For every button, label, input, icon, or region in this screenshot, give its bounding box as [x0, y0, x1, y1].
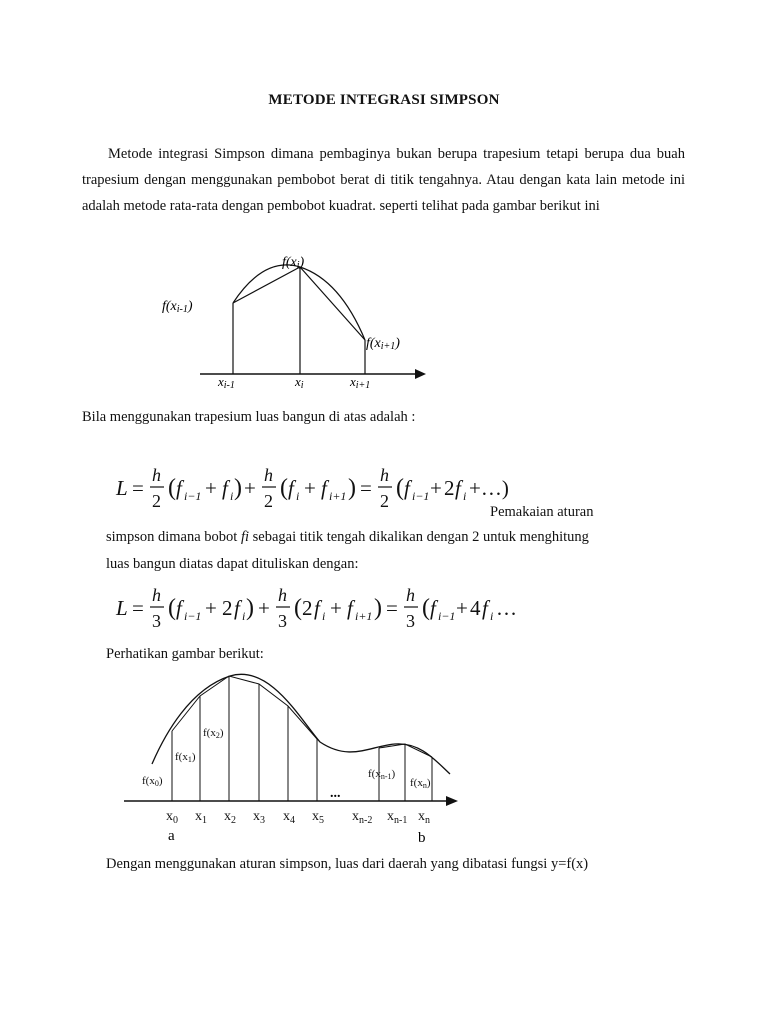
- svg-text:f: f: [404, 476, 410, 500]
- svg-text:f: f: [234, 596, 240, 620]
- svg-text:i−1: i−1: [184, 609, 202, 623]
- svg-text:2: 2: [444, 476, 455, 500]
- svg-text:f: f: [321, 476, 327, 500]
- svg-text:i−1: i−1: [412, 489, 430, 503]
- label-f-xim1: f(xi-1): [162, 299, 193, 315]
- svg-text:): ): [246, 595, 254, 621]
- svg-text:=: =: [360, 476, 372, 500]
- svg-text:4: 4: [470, 596, 481, 620]
- svg-text:+: +: [258, 596, 270, 620]
- formula-trapezoid: [112, 462, 509, 514]
- svg-text:(: (: [168, 595, 176, 621]
- svg-text:i: i: [490, 609, 494, 623]
- svg-text:): ): [348, 475, 356, 501]
- svg-text:2: 2: [380, 491, 389, 511]
- svg-text:+: +: [244, 476, 256, 500]
- svg-text:L: L: [116, 476, 128, 500]
- label-x-i: xi: [295, 374, 304, 391]
- svg-text:+: +: [205, 476, 217, 500]
- trapezoid-intro: Bila menggunakan trapesium luas bangun di atas adalah :: [82, 409, 416, 425]
- svg-text:f: f: [176, 596, 182, 620]
- svg-text:x2: $x_2$: [224, 809, 236, 826]
- svg-text:=: =: [386, 596, 398, 620]
- perhatikan-text: Perhatikan gambar berikut:: [106, 646, 264, 662]
- intro-paragraph: [82, 141, 685, 219]
- svg-text:i+1: i+1: [329, 489, 347, 503]
- svg-text:L: L: [116, 596, 128, 620]
- label-f-xi: f(xi): [282, 255, 305, 271]
- svg-text:+: +: [205, 596, 217, 620]
- svg-text:2: 2: [222, 596, 233, 620]
- svg-text:x1: $x_1$: [195, 809, 207, 826]
- svg-text:f: f: [482, 596, 488, 620]
- svg-text:xn: $x_n$: [418, 809, 430, 826]
- svg-text:(: (: [422, 595, 430, 621]
- svg-text:f: f: [314, 596, 320, 620]
- svg-text:+: +: [430, 476, 442, 500]
- label-f-xn: f(xn): [410, 777, 431, 790]
- x-axis-arrow-icon: [446, 796, 458, 806]
- curve: [233, 265, 365, 340]
- svg-text:x5: $x_5$: [312, 809, 324, 826]
- svg-text:2: 2: [152, 491, 161, 511]
- svg-text:2: 2: [302, 596, 313, 620]
- simpson-weight-line: [106, 529, 589, 546]
- svg-text:+: +: [456, 596, 468, 620]
- formula-simpson: [112, 582, 517, 634]
- svg-text:+…): +…): [469, 476, 509, 500]
- figure-simpson-panel: [160, 250, 435, 390]
- label-x-im1: xi-1: [218, 374, 235, 391]
- svg-text:f: f: [347, 596, 353, 620]
- svg-text:): ): [374, 595, 382, 621]
- svg-text:i+1: i+1: [355, 609, 373, 623]
- svg-text:3: 3: [152, 611, 161, 631]
- simpson-line-2: luas bangun diatas dapat dituliskan dengan:: [106, 556, 359, 572]
- svg-text:f: f: [222, 476, 228, 500]
- label-b: b: [418, 830, 426, 846]
- page-title: METODE INTEGRASI SIMPSON: [268, 92, 500, 108]
- svg-text:h: h: [406, 585, 415, 605]
- svg-text:f: f: [288, 476, 294, 500]
- svg-text:=: =: [132, 476, 144, 500]
- label-f-x1: f(x1): [175, 751, 196, 764]
- svg-text:i: i: [322, 609, 326, 623]
- closing-text: Dengan menggunakan aturan simpson, luas dari daerah yang dibatasi fungsi y=f(x): [106, 856, 589, 872]
- svg-text:+: +: [304, 476, 316, 500]
- svg-text:xn-1: $x_{n-1}$: [387, 809, 408, 826]
- x-axis-arrow-icon: [415, 369, 426, 379]
- simpson-fi: fi: [240, 529, 249, 545]
- intro-text: Metode integrasi Simpson dimana pembaginya bukan berupa trapesium tetapi berupa dua buah trapesium dengan menggunakan pembobot berat di titik tengahnya. Atau dengan kata lain metode ini adalah metode rata-rata dengan pembobot kuadrat. seperti telihat pada gambar berikut ini: [82, 146, 685, 214]
- svg-text:3: 3: [278, 611, 287, 631]
- svg-text:i−1: i−1: [184, 489, 202, 503]
- svg-text:f: f: [430, 596, 436, 620]
- svg-text:x3: $x_3$: [253, 809, 265, 826]
- figure-composite-simpson: [120, 664, 465, 854]
- label-f-xn-1: f(xn-1): [368, 768, 396, 781]
- svg-text:i: i: [230, 489, 234, 503]
- label-f-x0: f(x0): [142, 775, 163, 788]
- svg-text:(: (: [294, 595, 302, 621]
- ellipsis: ...: [330, 786, 341, 801]
- svg-text:(: (: [280, 475, 288, 501]
- svg-text:i−1: i−1: [438, 609, 456, 623]
- svg-text:x4: $x_4$: [283, 809, 295, 826]
- label-a: a: [168, 828, 175, 844]
- svg-text:i: i: [463, 489, 467, 503]
- svg-text:…: …: [496, 596, 517, 620]
- svg-text:i: i: [242, 609, 246, 623]
- svg-text:x0: $x_0$: [166, 809, 178, 826]
- label-f-xip1: f(xi+1): [366, 336, 400, 352]
- svg-text:h: h: [152, 585, 161, 605]
- svg-text:3: 3: [406, 611, 415, 631]
- svg-text:h: h: [380, 465, 389, 485]
- svg-text:2: 2: [264, 491, 273, 511]
- svg-text:f: f: [176, 476, 182, 500]
- svg-text:(: (: [396, 475, 404, 501]
- label-f-x2: f(x2): [203, 727, 224, 740]
- svg-text:=: =: [132, 596, 144, 620]
- svg-text:h: h: [152, 465, 161, 485]
- svg-text:+: +: [330, 596, 342, 620]
- svg-text:): ): [234, 475, 242, 501]
- svg-text:h: h: [278, 585, 287, 605]
- svg-text:i: i: [296, 489, 300, 503]
- svg-text:xn-2: $x_{n-2}$: [352, 809, 373, 826]
- pemakaian-text: Pemakaian aturan: [490, 504, 594, 520]
- svg-text:(: (: [168, 475, 176, 501]
- simpson-line-a: simpson dimana bobot: [106, 529, 238, 545]
- label-x-ip1: xi+1: [350, 374, 371, 391]
- simpson-line-b: sebagai titik tengah dikalikan dengan 2 untuk menghitung: [252, 529, 589, 545]
- svg-text:f: f: [455, 476, 461, 500]
- svg-text:h: h: [264, 465, 273, 485]
